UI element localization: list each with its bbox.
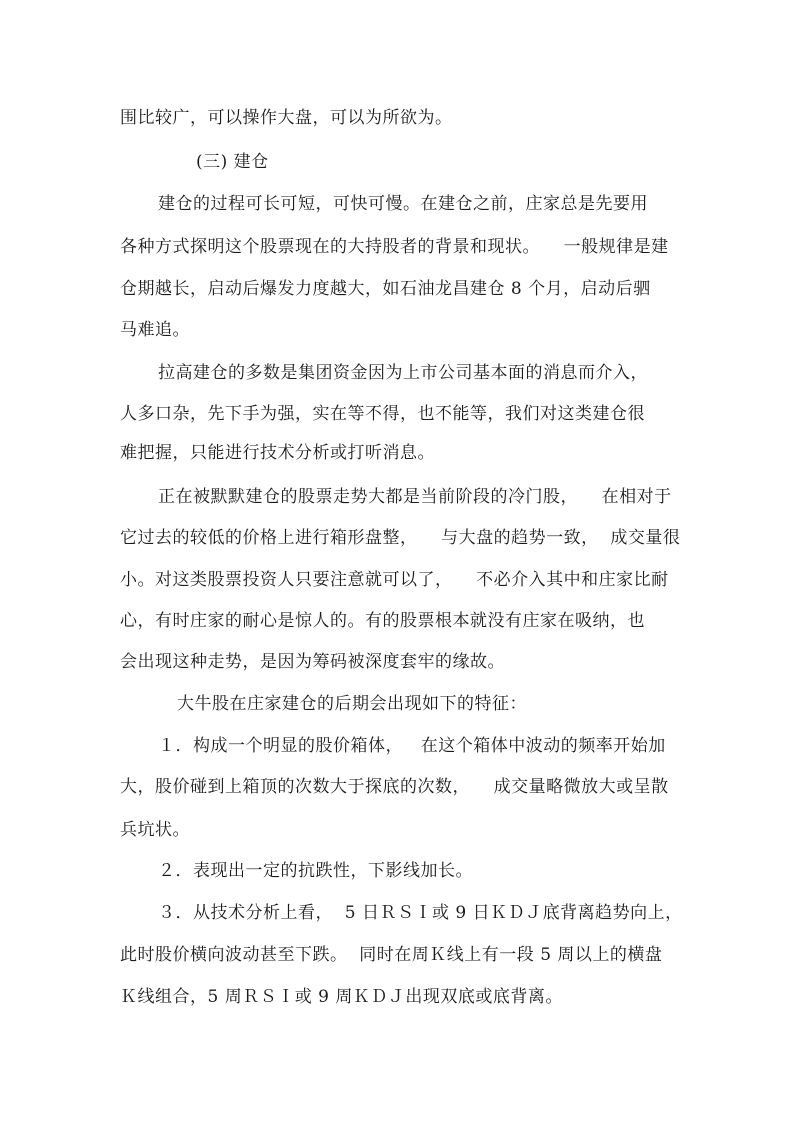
text-line-22: Ｋ线组合，5 周ＲＳＩ或 9 周ＫＤＪ出现双底或底背离。 [120,987,563,1007]
text-line-9: 难把握，只能进行技术分析或打听消息。 [120,443,435,463]
text-line-21: 此时股价横向波动甚至下跌。 同时在周Ｋ线上有一段 5 周以上的横盘 [120,945,663,965]
text-line-7: 拉高建仓的多数是集团资金因为上市公司基本面的消息而介入， [158,363,648,383]
text-line-4: 各种方式探明这个股票现在的大持股者的背景和现状。 一般规律是建 [120,237,669,257]
text-line-18: 兵坑状。 [120,820,190,840]
text-line-14: 会出现这种走势，是因为筹码被深度套牢的缘故。 [120,652,505,672]
text-line-10: 正在被默默建仓的股票走势大都是当前阶段的冷门股， 在相对于 [158,487,672,507]
list-item-1: １．构成一个明显的股价箱体， 在这个箱体中波动的频率开始加 [158,736,666,756]
text-line-1: 围比较广，可以操作大盘，可以为所欲为。 [120,108,453,128]
text-line-12: 小。对这类股票投资人只要注意就可以了， 不必介入其中和庄家比耐 [120,570,669,590]
text-line-17: 大，股价碰到上箱顶的次数大于探底的次数， 成交量略微放大或呈散 [120,777,669,797]
text-line-5: 仓期越长，启动后爆发力度越大，如石油龙昌建仓 8 个月，启动后驷 [120,279,651,299]
text-line-13: 心，有时庄家的耐心是惊人的。有的股票根本就没有庄家在吸纳，也 [120,611,645,631]
text-line-3: 建仓的过程可长可短，可快可慢。在建仓之前，庄家总是先要用 [158,194,648,214]
text-line-15: 大牛股在庄家建仓的后期会出现如下的特征： [177,694,527,714]
text-line-8: 人多口杂，先下手为强，实在等不得，也不能等，我们对这类建仓很 [120,404,645,424]
text-line-6: 马难追。 [120,320,190,340]
section-heading: (三) 建仓 [196,152,269,172]
list-item-3: ３．从技术分析上看， 5 日ＲＳＩ或 9 日ＫＤＪ底背离趋势向上， [158,903,683,923]
list-item-2: ２．表现出一定的抗跌性，下影线加长。 [158,861,473,881]
text-line-11: 它过去的较低的价格上进行箱形盘整， 与大盘的趋势一致， 成交量很 [120,528,681,548]
